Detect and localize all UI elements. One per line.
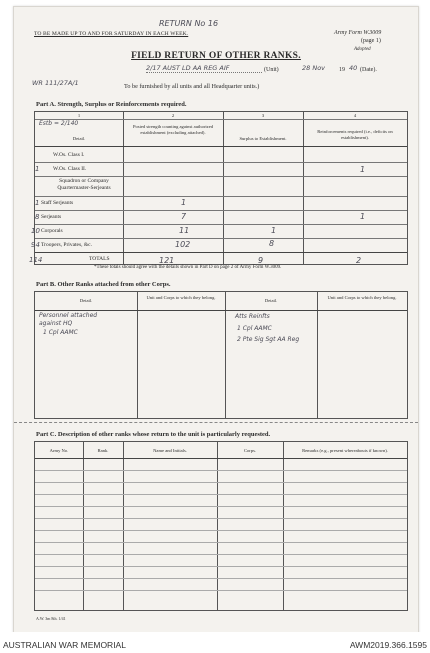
row-mark-staff-sjt: 1 — [35, 199, 40, 207]
row-mark-cpl: 10 — [31, 227, 40, 235]
b-entry-right-1: Atts Reinfts — [235, 313, 270, 320]
c-header-rank: Rank. — [97, 448, 109, 453]
col-number-3: 3 — [261, 113, 265, 118]
b-entry-left-1: Personnel attached — [39, 312, 98, 319]
date-year: 40 — [349, 64, 358, 72]
date-day: 28 Nov — [302, 64, 326, 72]
reinf-sjt: 1 — [360, 212, 366, 221]
part-a-title: Part A. Strength, Surplus or Reinforcements required. — [36, 101, 187, 108]
row-label-wo2: W.Os. Class II. — [53, 166, 87, 172]
unit-underline — [146, 72, 262, 73]
col-number-1: 1 — [77, 113, 81, 118]
posted-cpl: 11 — [179, 226, 190, 235]
col-number-2: 2 — [171, 113, 175, 118]
posted-sjt: 7 — [181, 212, 187, 221]
footer-catalogue-id: AWM2019.366.1595 — [349, 640, 427, 650]
row-label-cpl: Corporals — [41, 228, 63, 234]
row-label-sjt: Serjeants — [41, 214, 62, 220]
part-c-title: Part C. Description of other ranks whose return to the unit is particularly requested. — [36, 431, 271, 438]
printer-mark: A.W. 3m 8th. 1/41 — [36, 616, 66, 621]
row-mark-wo2: 1 — [35, 165, 40, 173]
part-b-title: Part B. Other Ranks attached from other Corps. — [36, 281, 171, 288]
archive-footer — [0, 632, 430, 653]
c-header-name: Name and Initials. — [153, 448, 187, 453]
total-reinf: 2 — [356, 256, 362, 265]
b-header-unit-2: Unit and Corps to which they belong. — [327, 295, 397, 300]
posted-troopers: 102 — [175, 240, 191, 249]
b-header-detail-1: Detail. — [79, 298, 93, 303]
corner-note: Estb = 2/140 — [39, 120, 79, 127]
b-entry-right-2: 1 Cpl AAMC — [237, 325, 272, 332]
unit-label: (Unit) — [264, 67, 279, 73]
c-header-army-no: Army No. — [49, 448, 69, 453]
reference-mark: WR 111/27A/1 — [32, 79, 79, 87]
part-a-footnote: *These totals should agree with the details shown in Part D on page 2 of Army Form W.3009. — [94, 265, 282, 270]
b-entry-right-3: 2 Pte Sig Sgt AA Reg — [237, 336, 300, 343]
row-mark-sjt: 8 — [35, 213, 40, 221]
b-entry-left-2: against HQ — [39, 320, 73, 327]
c-header-corps: Corps. — [243, 448, 257, 453]
furnish-note: To be furnished by all units and all Headquarter units.) — [124, 83, 260, 90]
weekly-notice: TO BE MADE UP TO AND FOR SATURDAY IN EACH WEEK. — [34, 31, 189, 37]
form-title: FIELD RETURN OF OTHER RANKS. — [131, 51, 301, 61]
part-a-table — [29, 111, 408, 265]
col-number-4: 4 — [353, 113, 357, 118]
col-header-surplus: Surplus to Establishment. — [239, 136, 287, 141]
date-year-prefix: 19 — [339, 67, 345, 73]
col-header-reinforcements: Reinforcements required (i.e., deficits on establishment). — [317, 129, 393, 140]
c-header-remarks: Remarks (e.g., present whereabouts if known). — [302, 448, 388, 453]
part-b-table — [34, 291, 408, 419]
col-header-posted: Posted strength counting against authorized establishment (excluding attached). — [132, 124, 214, 135]
form-sheet — [13, 6, 419, 634]
date-label: (Date). — [360, 67, 377, 73]
totals-mark: 114 — [29, 256, 43, 264]
adopted-label: Adopted — [354, 47, 371, 52]
reinf-wo2: 1 — [360, 165, 366, 174]
row-mark-troopers: 94 — [31, 241, 40, 249]
surplus-troopers: 8 — [269, 239, 275, 248]
row-label-troopers: Troopers, Privates, &c. — [41, 242, 92, 248]
b-header-unit-1: Unit and Corps to which they belong. — [146, 295, 216, 300]
posted-staff-sjt: 1 — [181, 198, 187, 207]
row-label-staff-sjt: Staff Serjeants — [41, 200, 74, 206]
perforation-line — [14, 422, 418, 423]
unit-value: 2/17 AUST LD AA REG AIF — [146, 64, 230, 72]
page-number: (page 1) — [361, 38, 381, 44]
b-entry-left-3: 1 Cpl AAMC — [43, 329, 78, 336]
part-c-table — [34, 441, 408, 611]
total-posted: 121 — [159, 256, 175, 265]
totals-label: TOTALS — [89, 256, 110, 262]
return-number: RETURN No 16 — [159, 19, 219, 28]
row-label-cqms: Squadron or Company Quartermaster-Serjeants — [57, 178, 111, 191]
b-header-detail-2: Detail. — [264, 298, 278, 303]
surplus-cpl: 1 — [271, 226, 277, 235]
footer-institution: AUSTRALIAN WAR MEMORIAL — [3, 640, 126, 650]
col-header-detail: Detail. — [72, 136, 86, 141]
army-form-label: Army Form W.3009 — [334, 30, 382, 36]
row-label-wo1: W.Os. Class I. — [53, 152, 85, 158]
total-surplus: 9 — [258, 256, 264, 265]
